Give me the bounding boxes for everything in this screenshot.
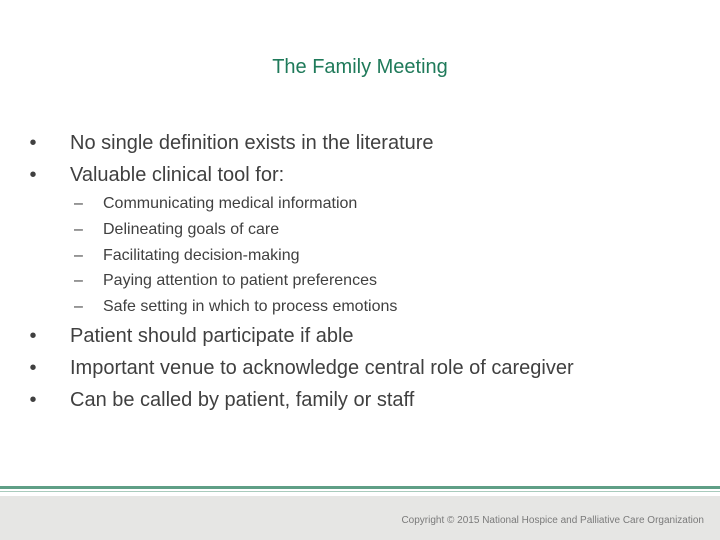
slide-title: The Family Meeting <box>272 56 448 78</box>
bullet-marker: • <box>29 389 37 411</box>
bullet-marker: • <box>29 132 37 154</box>
sub-text: Paying attention to patient preferences <box>103 272 377 289</box>
sub-text: Facilitating decision-making <box>103 247 300 264</box>
copyright-notice: Copyright © 2015 National Hospice and Palliative Care Organization <box>401 515 704 526</box>
sub-text: Safe setting in which to process emotions <box>103 298 398 315</box>
bullet-text: Important venue to acknowledge central role of caregiver <box>70 357 574 379</box>
bullet-text: Patient should participate if able <box>70 325 354 347</box>
bullet-text: Can be called by patient, family or staff <box>70 389 415 411</box>
sub-text: Communicating medical information <box>103 195 358 212</box>
bullet-marker: • <box>29 164 37 186</box>
bullet-text: Valuable clinical tool for: <box>70 164 285 186</box>
sub-marker: – <box>74 298 83 315</box>
sub-text: Delineating goals of care <box>103 221 280 238</box>
bullet-marker: • <box>29 325 37 347</box>
sub-marker: – <box>74 272 83 289</box>
sub-marker: – <box>74 247 83 264</box>
footer-divider-thin <box>0 491 720 492</box>
sub-marker: – <box>74 195 83 212</box>
bullet-text: No single definition exists in the literature <box>70 132 434 154</box>
footer-divider <box>0 486 720 489</box>
bullet-marker: • <box>29 357 37 379</box>
sub-marker: – <box>74 221 83 238</box>
